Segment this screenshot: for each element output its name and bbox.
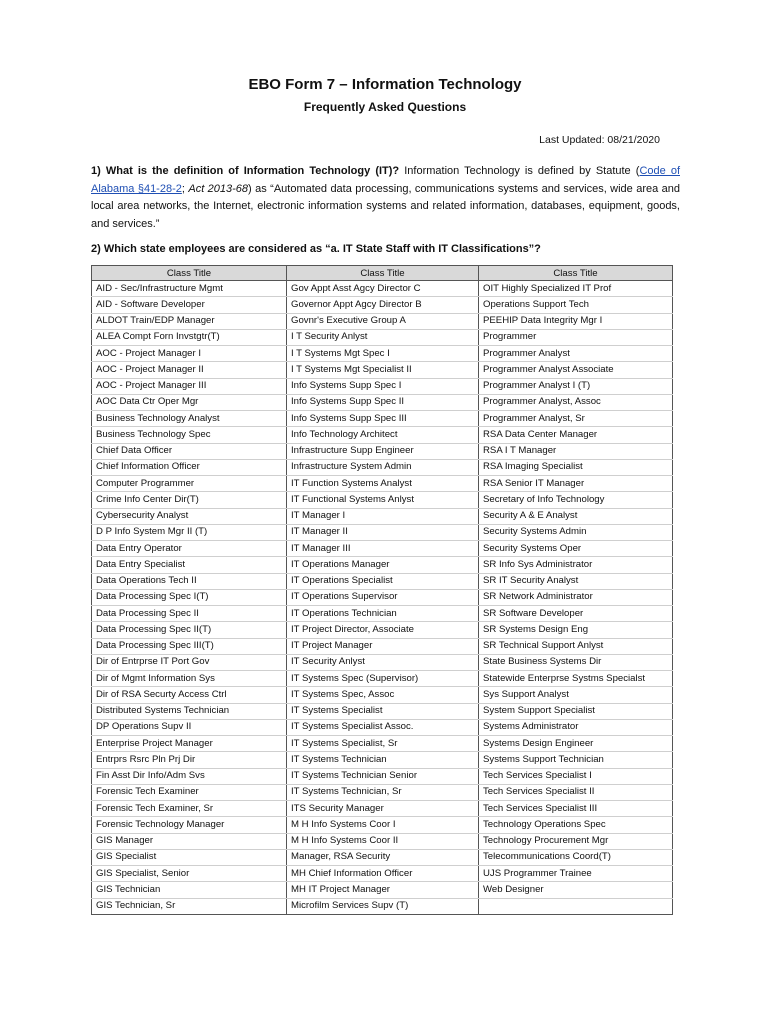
table-cell: Business Technology Analyst — [92, 411, 287, 427]
table-cell: Data Processing Spec I(T) — [92, 589, 287, 605]
table-cell: Tech Services Specialist III — [479, 801, 673, 817]
document-subtitle: Frequently Asked Questions — [303, 100, 467, 114]
table-cell: GIS Manager — [92, 833, 287, 849]
table-row — [92, 671, 673, 687]
table-cell: SR Network Administrator — [479, 589, 673, 605]
table-cell: System Support Specialist — [479, 703, 673, 719]
table-cell: AOC - Project Manager II — [92, 362, 287, 378]
table-cell: SR Systems Design Eng — [479, 622, 673, 638]
table-row — [92, 508, 673, 524]
table-cell: RSA I T Manager — [479, 443, 673, 459]
column-header: Class Title — [287, 266, 479, 281]
table-row — [92, 378, 673, 394]
table-row — [92, 736, 673, 752]
table-cell: Statewide Enterprse Systms Specialst — [479, 671, 673, 687]
table-row — [92, 589, 673, 605]
last-updated: Last Updated: 08/21/2020 — [539, 134, 660, 146]
table-cell: IT Systems Specialist, Sr — [287, 736, 479, 752]
table-cell: IT Manager III — [287, 541, 479, 557]
table-row — [92, 719, 673, 735]
table-cell: Technology Procurement Mgr — [479, 833, 673, 849]
table-cell: SR IT Security Analyst — [479, 573, 673, 589]
table-cell: State Business Systems Dir — [479, 654, 673, 670]
table-cell: Tech Services Specialist I — [479, 768, 673, 784]
table-cell: IT Operations Supervisor — [287, 589, 479, 605]
table-cell: Cybersecurity Analyst — [92, 508, 287, 524]
table-row — [92, 703, 673, 719]
table-cell: IT Systems Spec, Assoc — [287, 687, 479, 703]
table-cell: IT Manager II — [287, 524, 479, 540]
column-header: Class Title — [92, 266, 287, 281]
table-cell: IT Operations Manager — [287, 557, 479, 573]
table-row — [92, 313, 673, 329]
table-cell: AOC Data Ctr Oper Mgr — [92, 394, 287, 410]
table-row — [92, 362, 673, 378]
table-cell: MH IT Project Manager — [287, 882, 479, 898]
table-cell: IT Functional Systems Anlyst — [287, 492, 479, 508]
table-row — [92, 394, 673, 410]
table-cell: Forensic Tech Examiner — [92, 784, 287, 800]
table-cell: RSA Imaging Specialist — [479, 459, 673, 475]
table-cell: GIS Specialist, Senior — [92, 866, 287, 882]
table-cell: GIS Technician — [92, 882, 287, 898]
table-cell: Info Systems Supp Spec I — [287, 378, 479, 394]
table-cell: Sys Support Analyst — [479, 687, 673, 703]
table-row — [92, 784, 673, 800]
table-cell: SR Technical Support Anlyst — [479, 638, 673, 654]
table-cell: IT Systems Technician — [287, 752, 479, 768]
table-header-row — [92, 266, 673, 281]
table-row — [92, 687, 673, 703]
table-cell: Telecommunications Coord(T) — [479, 849, 673, 865]
table-row — [92, 882, 673, 898]
table-cell: Secretary of Info Technology — [479, 492, 673, 508]
table-cell: Business Technology Spec — [92, 427, 287, 443]
table-row — [92, 346, 673, 362]
table-cell: AOC - Project Manager III — [92, 378, 287, 394]
table-cell: Programmer Analyst, Sr — [479, 411, 673, 427]
table-cell: GIS Specialist — [92, 849, 287, 865]
table-row — [92, 411, 673, 427]
table-cell: Data Processing Spec II — [92, 606, 287, 622]
table-cell: Programmer Analyst I (T) — [479, 378, 673, 394]
table-row — [92, 329, 673, 345]
table-row — [92, 427, 673, 443]
statute-link[interactable]: Code of Alabama §41-28-2 — [91, 165, 680, 195]
table-cell: IT Manager I — [287, 508, 479, 524]
table-row — [92, 752, 673, 768]
act-reference: Act 2013-68 — [188, 182, 249, 195]
table-cell: I T Systems Mgt Spec I — [287, 346, 479, 362]
table-cell: Enterprise Project Manager — [92, 736, 287, 752]
class-title-table — [91, 265, 673, 915]
table-row — [92, 622, 673, 638]
table-cell: ALEA Compt Forn Invstgtr(T) — [92, 329, 287, 345]
table-cell: IT Operations Technician — [287, 606, 479, 622]
table-cell: Data Entry Specialist — [92, 557, 287, 573]
table-cell: Programmer Analyst Associate — [479, 362, 673, 378]
table-row — [92, 443, 673, 459]
table-cell: I T Security Anlyst — [287, 329, 479, 345]
table-row — [92, 654, 673, 670]
table-cell: PEEHIP Data Integrity Mgr I — [479, 313, 673, 329]
table-row — [92, 459, 673, 475]
table-cell: Microfilm Services Supv (T) — [287, 898, 479, 914]
table-cell: Data Processing Spec III(T) — [92, 638, 287, 654]
table-cell: RSA Senior IT Manager — [479, 476, 673, 492]
table-row — [92, 281, 673, 297]
table-cell: IT Project Manager — [287, 638, 479, 654]
question-1-semicolon: ; — [181, 182, 189, 195]
table-cell: IT Project Director, Associate — [287, 622, 479, 638]
table-body — [92, 281, 673, 915]
table-row — [92, 606, 673, 622]
table-cell: Programmer — [479, 329, 673, 345]
question-1-text-before: Information Technology is defined by Statute ( — [399, 165, 640, 177]
table-row — [92, 541, 673, 557]
table-cell: Dir of RSA Securty Access Ctrl — [92, 687, 287, 703]
table-cell: Info Systems Supp Spec III — [287, 411, 479, 427]
table-cell: DP Operations Supv II — [92, 719, 287, 735]
table-cell: AID - Software Developer — [92, 297, 287, 313]
table-cell: Systems Support Technician — [479, 752, 673, 768]
table-cell: Programmer Analyst — [479, 346, 673, 362]
table-cell: IT Systems Spec (Supervisor) — [287, 671, 479, 687]
table-row — [92, 638, 673, 654]
table-cell — [479, 898, 673, 914]
table-row — [92, 476, 673, 492]
table-row — [92, 833, 673, 849]
table-cell: Data Entry Operator — [92, 541, 287, 557]
table-cell: Security Systems Admin — [479, 524, 673, 540]
table-row — [92, 557, 673, 573]
table-cell: IT Systems Technician Senior — [287, 768, 479, 784]
table-row — [92, 492, 673, 508]
table-cell: M H Info Systems Coor I — [287, 817, 479, 833]
table-cell: Entrprs Rsrc Pln Prj Dir — [92, 752, 287, 768]
table-cell: Infrastructure Supp Engineer — [287, 443, 479, 459]
table-cell: Govnr's Executive Group A — [287, 313, 479, 329]
table-cell: Info Systems Supp Spec II — [287, 394, 479, 410]
table-cell: Technology Operations Spec — [479, 817, 673, 833]
table-cell: GIS Technician, Sr — [92, 898, 287, 914]
table-row — [92, 297, 673, 313]
question-1 — [91, 163, 680, 233]
column-header: Class Title — [479, 266, 673, 281]
question-1-heading: 1) What is the definition of Information Technology (IT)? — [91, 165, 400, 177]
table-cell: Chief Information Officer — [92, 459, 287, 475]
table-cell: Infrastructure System Admin — [287, 459, 479, 475]
table-cell: OIT Highly Specialized IT Prof — [479, 281, 673, 297]
table-cell: IT Operations Specialist — [287, 573, 479, 589]
table-cell: D P Info System Mgr II (T) — [92, 524, 287, 540]
table-cell: Governor Appt Agcy Director B — [287, 297, 479, 313]
table-row — [92, 866, 673, 882]
question-1-text-after: ) as “Automated data processing, communications systems and services, wide area and local area networks, the Internet, electronic information systems and related information, databases, equipment, goods, and services.” — [91, 182, 680, 230]
table-cell: Dir of Mgmt Information Sys — [92, 671, 287, 687]
table-cell: IT Function Systems Analyst — [287, 476, 479, 492]
question-2-heading: 2) Which state employees are considered as “a. IT State Staff with IT Classifications”? — [91, 243, 541, 255]
table-cell: ALDOT Train/EDP Manager — [92, 313, 287, 329]
table-cell: Dir of Entrprse IT Port Gov — [92, 654, 287, 670]
table-cell: Distributed Systems Technician — [92, 703, 287, 719]
table-cell: Systems Administrator — [479, 719, 673, 735]
document-title: EBO Form 7 – Information Technology — [248, 76, 522, 93]
table-cell: IT Systems Specialist — [287, 703, 479, 719]
table-row — [92, 524, 673, 540]
table-cell: Manager, RSA Security — [287, 849, 479, 865]
table-cell: AOC - Project Manager I — [92, 346, 287, 362]
table-cell: RSA Data Center Manager — [479, 427, 673, 443]
table-cell: Crime Info Center Dir(T) — [92, 492, 287, 508]
table-cell: Gov Appt Asst Agcy Director C — [287, 281, 479, 297]
table-row — [92, 817, 673, 833]
table-row — [92, 801, 673, 817]
table-row — [92, 849, 673, 865]
table-cell: Systems Design Engineer — [479, 736, 673, 752]
table-row — [92, 768, 673, 784]
table-cell: Fin Asst Dir Info/Adm Svs — [92, 768, 287, 784]
table-cell: SR Info Sys Administrator — [479, 557, 673, 573]
table-cell: Data Operations Tech II — [92, 573, 287, 589]
table-cell: Info Technology Architect — [287, 427, 479, 443]
table-row — [92, 898, 673, 914]
table-cell: Forensic Tech Examiner, Sr — [92, 801, 287, 817]
table-cell: SR Software Developer — [479, 606, 673, 622]
table-cell: Programmer Analyst, Assoc — [479, 394, 673, 410]
table-cell: Tech Services Specialist II — [479, 784, 673, 800]
table-cell: Operations Support Tech — [479, 297, 673, 313]
table-cell: I T Systems Mgt Specialist II — [287, 362, 479, 378]
table-cell: Forensic Technology Manager — [92, 817, 287, 833]
table-cell: ITS Security Manager — [287, 801, 479, 817]
table-cell: MH Chief Information Officer — [287, 866, 479, 882]
table-cell: Computer Programmer — [92, 476, 287, 492]
table-row — [92, 573, 673, 589]
table-cell: IT Security Anlyst — [287, 654, 479, 670]
table-cell: IT Systems Technician, Sr — [287, 784, 479, 800]
table-cell: IT Systems Specialist Assoc. — [287, 719, 479, 735]
table-cell: Security Systems Oper — [479, 541, 673, 557]
table-cell: Security A & E Analyst — [479, 508, 673, 524]
table-cell: M H Info Systems Coor II — [287, 833, 479, 849]
table-cell: Data Processing Spec II(T) — [92, 622, 287, 638]
table-cell: UJS Programmer Trainee — [479, 866, 673, 882]
table-cell: AID - Sec/Infrastructure Mgmt — [92, 281, 287, 297]
table-cell: Chief Data Officer — [92, 443, 287, 459]
table-cell: Web Designer — [479, 882, 673, 898]
